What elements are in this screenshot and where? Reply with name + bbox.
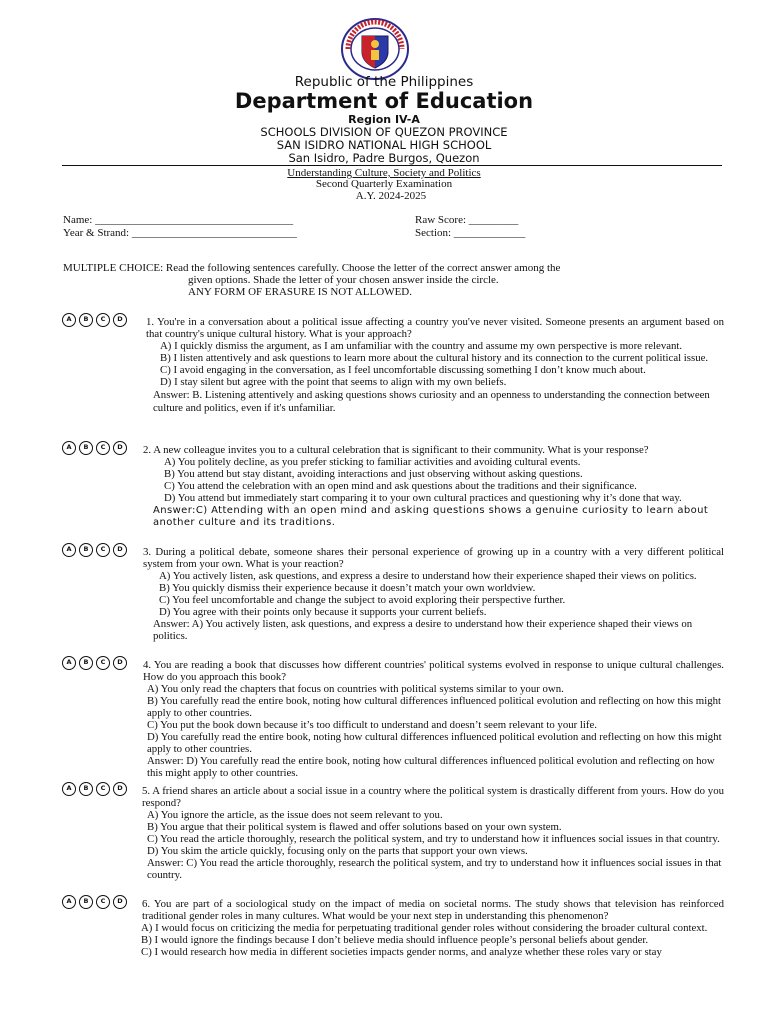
option-c: C) You feel uncomfortable and change the subject to avoid exploring their perspective further. [159, 594, 566, 606]
question-3 [62, 543, 724, 642]
answer-bubbles [62, 656, 130, 672]
option-a: A) You ignore the article, as the issue does not seem relevant to you. [147, 809, 443, 821]
option-b: B) You attend but stay distant, avoiding interactions and just observing without asking questions. [164, 468, 583, 480]
option-b: B) You carefully read the entire book, noting how cultural differences influenced political evolution and reflecting on how this might apply to other countries. [147, 695, 721, 719]
department-title: Department of Education [234, 89, 534, 113]
instruction-line: MULTIPLE CHOICE: Read the following sentences carefully. Choose the letter of the correct answer among the [63, 262, 561, 274]
bubble-a[interactable]: A [62, 895, 76, 909]
school-line: SAN ISIDRO NATIONAL HIGH SCHOOL [276, 138, 492, 152]
bubble-a[interactable]: A [62, 313, 76, 327]
bubble-c[interactable]: C [96, 441, 110, 455]
option-c: C) You put the book down because it’s too difficult to understand and doesn’t seem relevant to your life. [147, 719, 597, 731]
deped-seal-icon [340, 18, 410, 80]
option-a: A) I quickly dismiss the argument, as I am unfamiliar with the country and assume my own perspective is more relevant. [160, 340, 683, 352]
bubble-c[interactable]: C [96, 895, 110, 909]
instructions [63, 262, 723, 298]
option-d: D) You carefully read the entire book, noting how cultural differences influenced political evolution and reflecting on how this might apply to other countries. [147, 731, 722, 755]
bubble-d[interactable]: D [113, 441, 127, 455]
option-d: D) You attend but immediately start comparing it to your own cultural practices and questioning why it’s done that way. [164, 492, 682, 504]
bubble-a[interactable]: A [62, 656, 76, 670]
instruction-line: ANY FORM OF ERASURE IS NOT ALLOWED. [188, 286, 412, 298]
option-c: C) I avoid engaging in the conversation, as I feel uncomfortable discussing something I don’t know much about. [160, 364, 646, 376]
bubble-b[interactable]: B [79, 895, 93, 909]
bubble-b[interactable]: B [79, 441, 93, 455]
option-b: B) You quickly dismiss their experience because it doesn’t match your own worldview. [159, 582, 536, 594]
bubble-d[interactable]: D [113, 543, 127, 557]
question-2 [62, 441, 724, 529]
question-5 [62, 782, 724, 881]
region-line: Region IV-A [348, 113, 420, 126]
bubble-b[interactable]: B [79, 656, 93, 670]
instruction-line: given options. Shade the letter of your chosen answer inside the circle. [188, 274, 499, 286]
option-a: A) You only read the chapters that focus on countries with political systems similar to your own. [147, 683, 564, 695]
option-d: D) You skim the article quickly, focusing only on the parts that support your own views. [147, 845, 528, 857]
question-text: 2. A new colleague invites you to a cultural celebration that is significant to their community. What is your response? [143, 444, 649, 456]
bubble-b[interactable]: B [79, 313, 93, 327]
year-strand-field[interactable]: Year & Strand: ______________________________ [63, 227, 297, 239]
answer-text: Answer: C) You read the article thoroughly, research the political system, and try to understand how it influences social issues in that country. [147, 857, 722, 881]
bubble-d[interactable]: D [113, 782, 127, 796]
option-b: B) I listen attentively and ask questions to learn more about the cultural history and its connection to the current political issue. [160, 352, 709, 364]
question-4 [62, 656, 724, 779]
answer-bubbles [62, 313, 130, 329]
bubble-d[interactable]: D [113, 895, 127, 909]
bubble-b[interactable]: B [79, 782, 93, 796]
question-text: 1. You're in a conversation about a political issue affecting a country you've never visited. Someone presents an argument based on that country's unique cultural history. What is your approach? [146, 316, 724, 340]
option-b: B) You argue that their political system is flawed and offer solutions based on your own system. [147, 821, 562, 833]
bubble-c[interactable]: C [96, 313, 110, 327]
subject-title: Understanding Culture, Society and Politics [287, 167, 481, 179]
question-text: 3. During a political debate, someone shares their personal experience of growing up in a country with a very different political system from your own. What is your reaction? [143, 546, 724, 570]
question-1 [62, 313, 724, 415]
academic-year: A.Y. 2024-2025 [355, 190, 427, 202]
name-field[interactable]: Name: ____________________________________ [63, 214, 294, 226]
option-a: A) I would focus on criticizing the media for perpetuating traditional gender roles without considering the broader cultural context. [141, 922, 708, 934]
section-field[interactable]: Section: _____________ [415, 227, 526, 239]
address-line: San Isidro, Padre Burgos, Quezon [288, 151, 480, 165]
bubble-b[interactable]: B [79, 543, 93, 557]
answer-bubbles [62, 782, 130, 798]
republic-line: Republic of the Philippines [294, 74, 474, 90]
answer-bubbles [62, 543, 130, 559]
answer-bubbles [62, 895, 130, 911]
bubble-d[interactable]: D [113, 656, 127, 670]
option-c: C) You read the article thoroughly, research the political system, and try to understand how it influences social issues in that country. [147, 833, 720, 845]
option-d: D) I stay silent but agree with the point that seems to align with my own beliefs. [160, 376, 507, 388]
question-text: 4. You are reading a book that discusses how different countries' political systems evolved in response to unique cultural challenges. How do you approach this book? [143, 659, 724, 683]
answer-text: Answer: D) You carefully read the entire book, noting how cultural differences influenced political evolution and reflecting on how this might apply to other countries. [147, 755, 715, 779]
option-c: C) You attend the celebration with an open mind and ask questions about the traditions and their significance. [164, 480, 637, 492]
raw-score-field[interactable]: Raw Score: _________ [415, 214, 519, 226]
question-text: 6. You are part of a sociological study on the impact of media on societal norms. The study shows that television has reinforced traditional gender roles in many cultures. What would be your next step in understanding this phenomenon? [142, 898, 724, 922]
answer-bubbles [62, 441, 130, 457]
header-divider [62, 165, 722, 166]
option-b: B) I would ignore the findings because I don’t believe media should influence people’s personal beliefs about gender. [141, 934, 649, 946]
bubble-c[interactable]: C [96, 656, 110, 670]
exam-title: Second Quarterly Examination [315, 178, 453, 190]
answer-text: Answer: B. Listening attentively and asking questions shows curiosity and an openness to understanding the connection between culture and politics, even if it's unfamiliar. [153, 389, 710, 414]
question-text: 5. A friend shares an article about a social issue in a country where the political system is drastically different from yours. How do you respond? [142, 785, 724, 809]
bubble-a[interactable]: A [62, 782, 76, 796]
division-line: SCHOOLS DIVISION OF QUEZON PROVINCE [260, 125, 508, 139]
option-c: C) I would research how media in different societies impacts gender norms, and analyze whether these roles vary or stay [141, 946, 662, 958]
bubble-c[interactable]: C [96, 782, 110, 796]
bubble-a[interactable]: A [62, 441, 76, 455]
question-6 [62, 895, 724, 958]
option-a: A) You actively listen, ask questions, and express a desire to understand how their experience shaped their views on politics. [159, 570, 697, 582]
answer-text: Answer:C) Attending with an open mind and asking questions shows a genuine curiosity to learn about another culture and its traditions. [153, 505, 709, 528]
option-a: A) You politely decline, as you prefer sticking to familiar activities and avoiding cultural events. [164, 456, 581, 468]
option-d: D) You agree with their points only because it supports your current beliefs. [159, 606, 487, 618]
bubble-d[interactable]: D [113, 313, 127, 327]
answer-text: Answer: A) You actively listen, ask questions, and express a desire to understand how their experience shaped their views on politics. [153, 618, 693, 642]
bubble-a[interactable]: A [62, 543, 76, 557]
bubble-c[interactable]: C [96, 543, 110, 557]
